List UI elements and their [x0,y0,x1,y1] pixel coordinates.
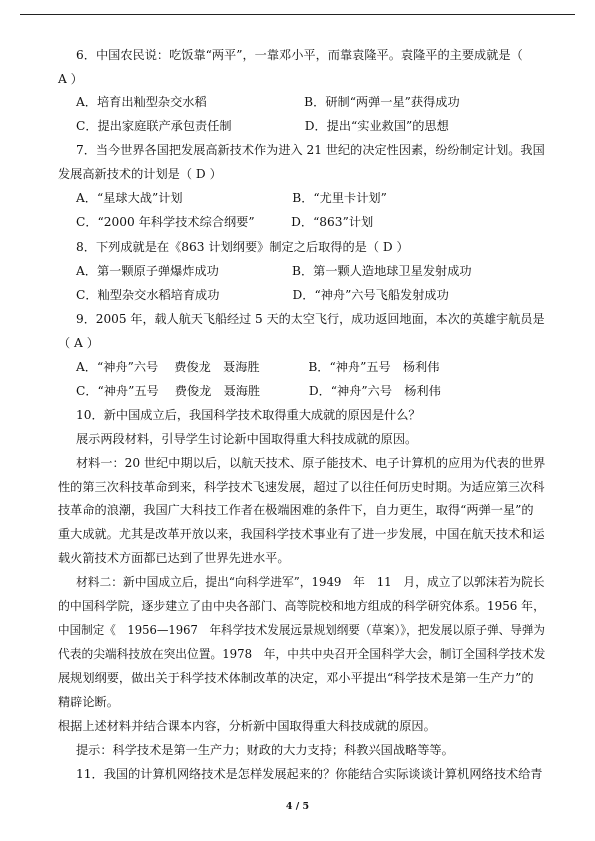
text-line: C．“神舟”五号 费俊龙 聂海胜 D．“神舟”六号 杨利伟 [76,384,441,398]
text-line: 重大成就。尤其是改革开放以来，我国科学技术事业有了进一步发展，中国在航天技术和运 [58,527,545,541]
text-line: 展规划纲要，做出关于科学技术体制改革的决定，邓小平提出“科学技术是第一生产力”的 [58,671,534,685]
text-line: 中国制定《 1956—1967 年科学技术发展远景规划纲要（草案）》，把发展以原子弹、导弹为 [58,623,545,637]
text-line: 材料一：20 世纪中期以后，以航天技术、原子能技术、电子计算机的应用为代表的世界 [76,456,546,470]
text-line: 的中国科学院，逐步建立了由中央各部门、高等院校和地方组成的科学研究体系。1956 年， [58,599,546,613]
text-line: A．“神舟”六号 费俊龙 聂海胜 B．“神舟”五号 杨利伟 [76,360,440,374]
text-line: A．第一颗原子弹爆炸成功 B．第一颗人造地球卫星发射成功 [76,264,472,278]
text-line: 8．下列成就是在《863 计划纲要》制定之后取得的是（ D ） [76,240,409,254]
text-line: 9．2005 年，载人航天飞船经过 5 天的太空飞行，成功返回地面，本次的英雄宇航员是 [76,312,545,326]
text-line: 10．新中国成立后，我国科学技术取得重大成就的原因是什么？ [76,408,421,422]
text-line: 展示两段材料，引导学生讨论新中国取得重大科技成就的原因。 [76,432,418,446]
header-rule [20,14,575,15]
text-line: C．“2000 年科学技术综合纲要” D．“863”计划 [76,215,374,229]
text-line: 材料二：新中国成立后，提出“向科学进军”，1949 年 11 月，成立了以郭沫若为院长 [76,575,545,589]
text-line: 6．中国农民说：吃饭靠“两平”，一靠邓小平，而靠袁隆平。袁隆平的主要成就是（ [76,48,523,62]
text-line: 性的第三次科技革命到来，科学技术飞速发展，超过了以往任何历史时期。为适应第三次科 [58,480,545,494]
text-line: 载火箭技术方面都已达到了世界先进水平。 [58,551,290,565]
text-line: 精辟论断。 [58,695,119,709]
text-line: A．“星球大战”计划 B．“尤里卡计划” [76,191,387,205]
text-line: （ A ） [58,336,99,350]
text-line: A．培育出籼型杂交水稻 B．研制“两弹一星”获得成功 [76,95,460,109]
page-number: 4 / 5 [285,801,310,812]
text-line: 技革命的浪潮，我国广大科技工作者在极端困难的条件下，自力更生，取得“两弹一星”的 [58,503,534,517]
text-line: 代表的尖端科技放在突出位置。1978 年，中共中央召开全国科学大会，制订全国科学技术发 [58,647,546,661]
text-line: 7．当今世界各国把发展高新技术作为进入 21 世纪的决定性因素，纷纷制定计划。我国 [76,143,545,157]
text-line: C．籼型杂交水稻培育成功 D．“神舟”六号飞船发射成功 [76,288,449,302]
text-line: C．提出家庭联产承包责任制 D．提出“实业救国”的思想 [76,119,449,133]
text-line: 11．我国的计算机网络技术是怎样发展起来的？你能结合实际谈谈计算机网络技术给青 [76,767,543,781]
text-line: A ） [58,72,83,86]
text-line: 提示：科学技术是第一生产力；财政的大力支持；科教兴国战略等等。 [76,743,454,757]
text-line: 根据上述材料并结合课本内容，分析新中国取得重大科技成就的原因。 [58,719,436,733]
text-line: 发展高新技术的计划是（ D ） [58,167,222,181]
